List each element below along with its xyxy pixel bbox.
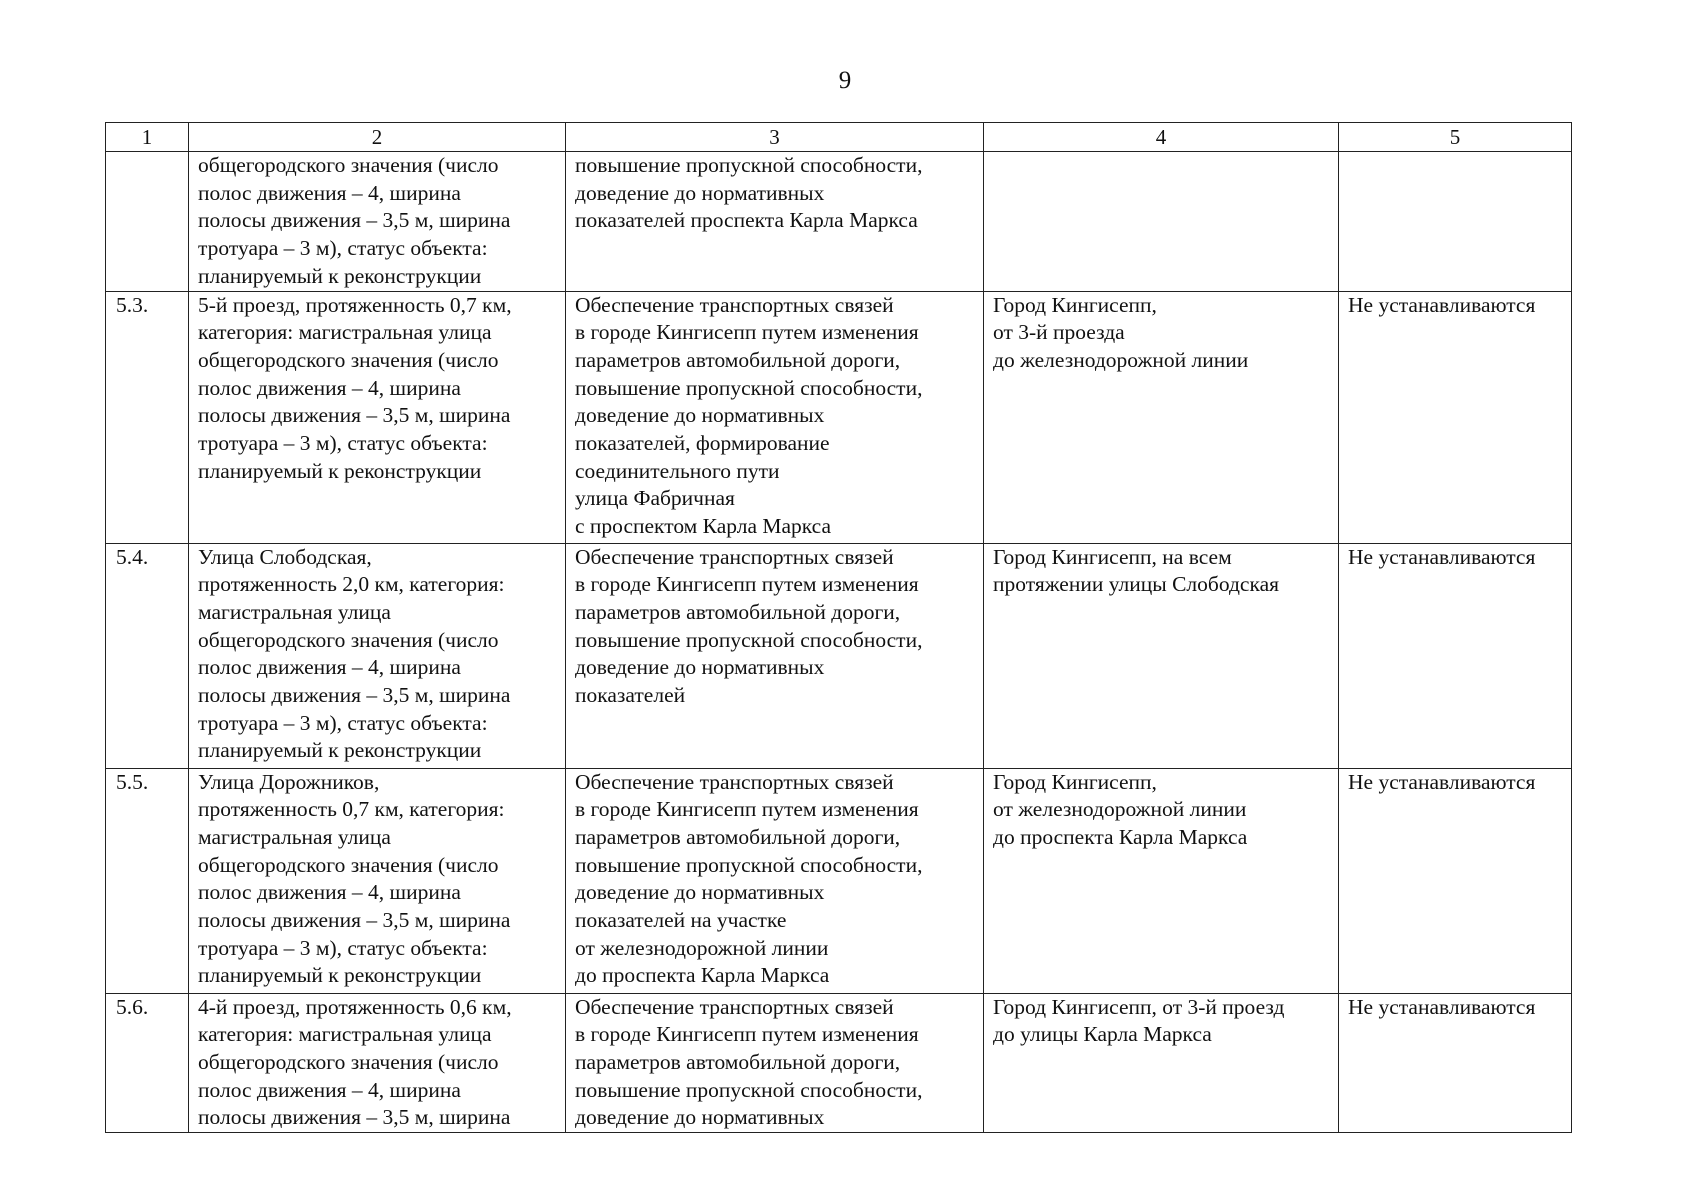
text-line: повышение пропускной способности,	[575, 375, 923, 400]
purpose-cell	[566, 768, 984, 993]
text-line: тротуара – 3 м), статус объекта:	[198, 236, 488, 261]
page-number: 9	[838, 67, 852, 94]
text-line: в городе Кингисепп путем изменения	[575, 1022, 919, 1047]
text-line: общегородского значения (число	[198, 852, 499, 877]
text-line: параметров автомобильной дороги,	[575, 347, 901, 372]
text-line: Не устанавливаются	[1348, 994, 1536, 1019]
text-line: в городе Кингисепп путем изменения	[575, 572, 919, 597]
object-description-cell	[189, 152, 566, 292]
text-line: повышение пропускной способности,	[575, 852, 923, 877]
table-row	[106, 768, 1572, 993]
text-line: полос движения – 4, ширина	[198, 1077, 461, 1102]
text-line: доведение до нормативных	[575, 1105, 825, 1130]
text-line: доведение до нормативных	[575, 403, 825, 428]
header-cell-1: 1	[106, 123, 189, 152]
text-line: Обеспечение транспортных связей	[575, 544, 894, 569]
text-line: Улица Слободская,	[198, 544, 372, 569]
text-line: повышение пропускной способности,	[575, 153, 923, 177]
text-line: тротуара – 3 м), статус объекта:	[198, 935, 488, 960]
text-line: полос движения – 4, ширина	[198, 180, 461, 205]
zone-cell	[1339, 543, 1572, 768]
zone-cell	[1339, 768, 1572, 993]
text-line: 4-й проезд, протяженность 0,6 км,	[198, 994, 512, 1019]
purpose-cell	[566, 543, 984, 768]
text-line: категория: магистральная улица	[198, 320, 492, 345]
text-line: тротуара – 3 м), статус объекта:	[198, 431, 488, 456]
text-line: параметров автомобильной дороги,	[575, 1049, 901, 1074]
text-line: доведение до нормативных	[575, 880, 825, 905]
object-description-cell	[189, 768, 566, 993]
text-line: общегородского значения (число	[198, 1049, 499, 1074]
text-line: Город Кингисепп, на всем	[993, 544, 1232, 569]
header-cell-3: 3	[566, 123, 984, 152]
text-line: общегородского значения (число	[198, 347, 499, 372]
text-line: Не устанавливаются	[1348, 769, 1536, 794]
header-cell-4: 4	[984, 123, 1339, 152]
text-line: от железнодорожной линии	[993, 797, 1247, 822]
text-line: Обеспечение транспортных связей	[575, 769, 894, 794]
zone-cell	[1339, 152, 1572, 292]
text-line: категория: магистральная улица	[198, 1022, 492, 1047]
table-row	[106, 152, 1572, 292]
text-line: доведение до нормативных	[575, 180, 825, 205]
text-line: соединительного пути	[575, 458, 780, 483]
text-line: полосы движения – 3,5 м, ширина	[198, 908, 511, 933]
text-line: с проспектом Карла Маркса	[575, 514, 832, 539]
row-number-cell: 5.6.	[106, 993, 189, 1133]
text-line: показателей проспекта Карла Маркса	[575, 208, 918, 233]
header-cell-2: 2	[189, 123, 566, 152]
object-description-cell	[189, 543, 566, 768]
text-line: параметров автомобильной дороги,	[575, 599, 901, 624]
table-row	[106, 993, 1572, 1133]
table-row	[106, 291, 1572, 543]
purpose-cell	[566, 993, 984, 1133]
text-line: полос движения – 4, ширина	[198, 375, 461, 400]
text-line: повышение пропускной способности,	[575, 627, 923, 652]
text-line: Улица Дорожников,	[198, 769, 380, 794]
text-line: 5-й проезд, протяженность 0,7 км,	[198, 292, 512, 317]
text-line: улица Фабричная	[575, 486, 735, 511]
text-line: общегородского значения (число	[198, 153, 499, 177]
text-line: протяжении улицы Слободская	[993, 572, 1280, 597]
header-cell-5: 5	[1339, 123, 1572, 152]
text-line: планируемый к реконструкции	[198, 738, 482, 763]
text-line: показателей на участке	[575, 908, 787, 933]
zone-cell	[1339, 291, 1572, 543]
text-line: магистральная улица	[198, 599, 391, 624]
table-header-row	[106, 123, 1572, 152]
text-line: протяженность 0,7 км, категория:	[198, 797, 505, 822]
text-line: полос движения – 4, ширина	[198, 655, 461, 680]
text-line: до железнодорожной линии	[993, 347, 1249, 372]
location-cell	[984, 768, 1339, 993]
text-line: до проспекта Карла Маркса	[575, 963, 830, 988]
text-line: полосы движения – 3,5 м, ширина	[198, 683, 511, 708]
location-cell	[984, 152, 1339, 292]
text-line: Город Кингисепп, от 3-й проезд	[993, 994, 1285, 1019]
object-description-cell	[189, 993, 566, 1133]
text-line: в городе Кингисепп путем изменения	[575, 797, 919, 822]
text-line: планируемый к реконструкции	[198, 263, 482, 288]
text-line: магистральная улица	[198, 824, 391, 849]
text-line: протяженность 2,0 км, категория:	[198, 572, 505, 597]
text-line: параметров автомобильной дороги,	[575, 824, 901, 849]
text-line: показателей, формирование	[575, 431, 830, 456]
text-line: Не устанавливаются	[1348, 544, 1536, 569]
purpose-cell	[566, 291, 984, 543]
text-line: Город Кингисепп,	[993, 769, 1157, 794]
row-number-cell	[106, 152, 189, 292]
purpose-cell	[566, 152, 984, 292]
row-number-cell: 5.5.	[106, 768, 189, 993]
text-line: от железнодорожной линии	[575, 935, 829, 960]
location-cell	[984, 993, 1339, 1133]
text-line: полос движения – 4, ширина	[198, 880, 461, 905]
text-line: планируемый к реконструкции	[198, 963, 482, 988]
text-line: общегородского значения (число	[198, 627, 499, 652]
text-line: Не устанавливаются	[1348, 292, 1536, 317]
text-line: показателей	[575, 683, 686, 708]
row-number-cell: 5.4.	[106, 543, 189, 768]
location-cell	[984, 291, 1339, 543]
text-line: до проспекта Карла Маркса	[993, 824, 1248, 849]
table-row	[106, 543, 1572, 768]
text-line: до улицы Карла Маркса	[993, 1022, 1212, 1047]
zone-cell	[1339, 993, 1572, 1133]
location-cell	[984, 543, 1339, 768]
text-line: от 3-й проезда	[993, 320, 1125, 345]
text-line: доведение до нормативных	[575, 655, 825, 680]
text-line: планируемый к реконструкции	[198, 458, 482, 483]
text-line: Обеспечение транспортных связей	[575, 292, 894, 317]
text-line: полосы движения – 3,5 м, ширина	[198, 208, 511, 233]
row-number-cell: 5.3.	[106, 291, 189, 543]
text-line: полосы движения – 3,5 м, ширина	[198, 403, 511, 428]
text-line: тротуара – 3 м), статус объекта:	[198, 710, 488, 735]
text-line: Город Кингисепп,	[993, 292, 1157, 317]
text-line: повышение пропускной способности,	[575, 1077, 923, 1102]
text-line: полосы движения – 3,5 м, ширина	[198, 1105, 511, 1130]
object-description-cell	[189, 291, 566, 543]
document-table	[105, 122, 1572, 1133]
text-line: в городе Кингисепп путем изменения	[575, 320, 919, 345]
text-line: Обеспечение транспортных связей	[575, 994, 894, 1019]
